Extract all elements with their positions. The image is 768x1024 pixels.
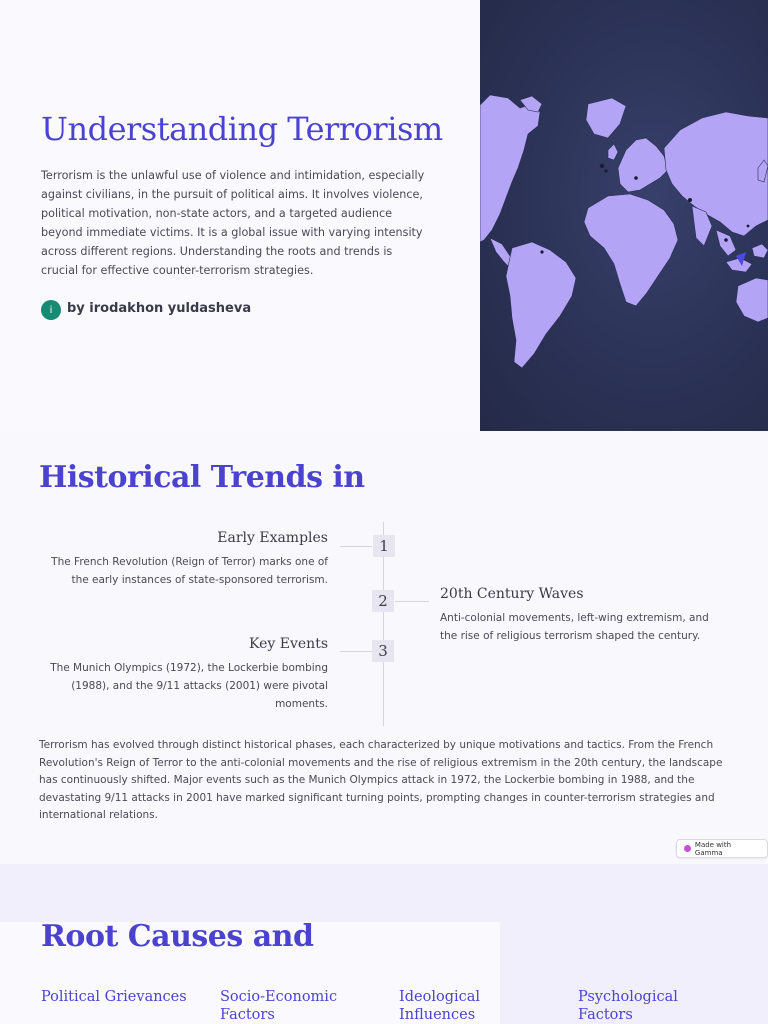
author-name: by irodakhon yuldasheva	[67, 300, 252, 316]
badge-label: Made with Gamma	[694, 840, 732, 857]
avatar: i	[41, 300, 61, 320]
cause-heading: Political Grievances	[41, 989, 187, 1005]
made-with-gamma-badge[interactable]	[676, 839, 768, 858]
event-text: Anti-colonial movements, left-wing extremism, and the rise of religious terrorism shaped the century.	[440, 612, 709, 642]
timeline-connector	[340, 546, 372, 547]
timeline-number-1: 1	[373, 535, 395, 557]
cause-heading: Ideological Influences	[399, 989, 481, 1023]
timeline-number-3: 3	[372, 640, 394, 662]
event-heading: 20th Century Waves	[440, 586, 584, 602]
cause-heading: Psychological Factors	[578, 989, 678, 1023]
slide-title: Understanding Terrorism	[41, 110, 443, 148]
timeline-number-2: 2	[372, 590, 394, 612]
cause-heading: Socio-Economic Factors	[220, 989, 338, 1023]
slide-title: Historical Trends in	[39, 460, 365, 495]
world-map-icon	[480, 0, 768, 431]
gamma-logo-icon	[684, 845, 691, 852]
event-heading: Early Examples	[217, 530, 328, 546]
world-map-image	[480, 0, 768, 431]
summary-paragraph: Terrorism has evolved through distinct historical phases, each characterized by unique motivations and tactics. From the French Revolution's Reign of Terror to the anti-colonial movements and the rise of religious extremism in the 20th century, the landscape has continuously shifted. Major events such as the Munich Olympics attack in 1972, the Lockerbie bombing in 1988, and the devastating 9/11 attacks in 2001 have marked significant turning points, prompting changes in counter-terrorism strategies and international relations.	[39, 739, 723, 822]
event-text: The French Revolution (Reign of Terror) marks one of the early instances of state-sponsored terrorism.	[51, 556, 328, 586]
timeline-connector	[340, 651, 372, 652]
slide-root-causes	[0, 864, 768, 1024]
timeline-connector	[395, 601, 429, 602]
intro-paragraph: Terrorism is the unlawful use of violence and intimidation, especially against civilians, in the pursuit of political aims. It involves violence, political motivation, non-state actors, and a targeted audience beyond immediate victims. It is a global issue with varying intensity across different regions. Understanding the roots and trends is crucial for effective counter-terrorism strategies.	[41, 169, 425, 277]
slide-historical-trends	[0, 432, 768, 864]
author-byline	[41, 296, 251, 320]
slide-title: Root Causes and	[41, 919, 314, 954]
event-text: The Munich Olympics (1972), the Lockerbie bombing (1988), and the 9/11 attacks (2001) were pivotal moments.	[50, 662, 328, 710]
event-heading: Key Events	[249, 636, 328, 652]
slide-understanding-terrorism	[0, 0, 768, 432]
